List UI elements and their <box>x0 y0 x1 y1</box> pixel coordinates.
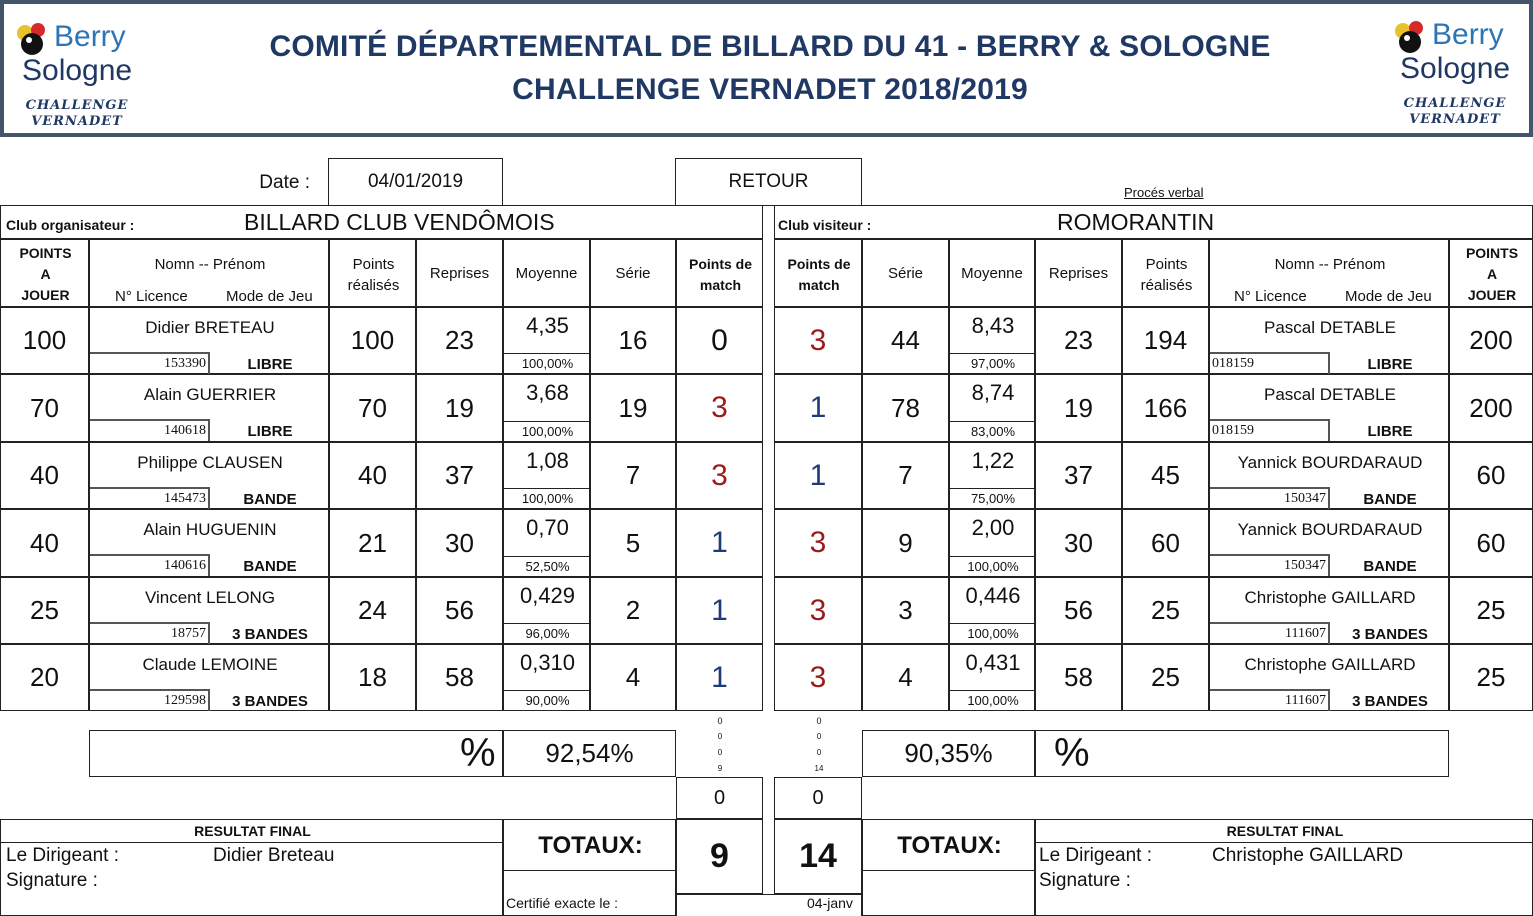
home-reprises: 23 <box>416 307 503 374</box>
home-moyenne-pct: 96,00% <box>504 623 591 644</box>
home-player-name: Alain GUERRIER <box>143 385 277 404</box>
away-points-a-jouer: 25 <box>1449 644 1533 711</box>
home-serie: 16 <box>590 307 676 374</box>
home-player-name: Didier BRETEAU <box>145 318 275 337</box>
home-serie: 7 <box>590 442 676 509</box>
away-points-realises: 194 <box>1122 307 1209 374</box>
away-serie: 78 <box>862 374 949 442</box>
away-serie: 3 <box>862 577 949 644</box>
home-points-a-jouer: 70 <box>0 374 89 442</box>
logo-berry-text: Berry <box>54 20 126 53</box>
home-moyenne-pct: 100,00% <box>504 353 591 374</box>
home-player-name: Vincent LELONG <box>144 588 276 607</box>
home-player-name: Philippe CLAUSEN <box>137 453 283 472</box>
away-tiny-col: 0 0 0 14 <box>814 716 824 773</box>
home-player-licence: 153390 <box>90 352 210 374</box>
away-points-realises: 25 <box>1122 577 1209 644</box>
home-dirigeant-label: Le Dirigeant : <box>6 845 120 866</box>
home-zero-box: 0 <box>676 777 763 819</box>
away-club-row <box>774 205 1533 239</box>
home-player-mode: LIBRE <box>247 356 293 373</box>
away-player-licence: 018159 <box>1210 352 1330 374</box>
home-serie: 4 <box>590 644 676 711</box>
away-points-a-jouer: 200 <box>1449 374 1533 442</box>
header-banner <box>0 0 1533 137</box>
home-moyenne: 0,429 <box>519 583 576 608</box>
logo-right <box>1390 12 1520 128</box>
away-player-name: Yannick BOURDARAUD <box>1237 520 1423 539</box>
away-points-match: 3 <box>774 577 862 644</box>
away-moyenne-cell <box>949 442 1035 509</box>
logo-sologne-text: Sologne <box>1400 52 1511 85</box>
away-serie: 44 <box>862 307 949 374</box>
away-header-nom: Nomn -- Prénom N° Licence Mode de Jeu <box>1209 239 1449 307</box>
away-header-serie: Série <box>862 239 949 307</box>
away-points-match: 1 <box>774 442 862 509</box>
away-player-cell <box>1209 307 1449 374</box>
date-label: Date : <box>259 172 310 193</box>
home-percent-total: 92,54% <box>503 730 676 777</box>
home-signature-label: Signature : <box>6 870 98 891</box>
home-header-paj: POINTS A JOUER <box>0 239 89 307</box>
home-percent-box <box>89 730 503 777</box>
away-club-label: Club visiteur : <box>778 217 872 233</box>
away-moyenne-pct: 97,00% <box>950 353 1036 374</box>
home-player-mode: 3 BANDES <box>232 626 308 643</box>
date-value: 04/01/2019 <box>328 158 503 206</box>
home-player-licence: 140618 <box>90 419 210 441</box>
home-points-match: 0 <box>676 307 763 374</box>
home-result-box <box>0 819 503 916</box>
page-subtitle: CHALLENGE VERNADET 2018/2019 <box>512 73 1028 106</box>
logo-left <box>12 14 142 130</box>
away-player-mode: LIBRE <box>1367 356 1413 373</box>
home-points-match: 3 <box>676 442 763 509</box>
home-points-realises: 100 <box>329 307 416 374</box>
away-player-cell <box>1209 374 1449 442</box>
away-points-realises: 60 <box>1122 509 1209 577</box>
away-header-pr: Points réalisés <box>1122 239 1209 307</box>
away-player-name: Pascal DETABLE <box>1264 385 1396 404</box>
home-player-mode: 3 BANDES <box>232 693 308 710</box>
away-moyenne: 1,22 <box>971 448 1015 473</box>
home-points-a-jouer: 100 <box>0 307 89 374</box>
home-points-match: 1 <box>676 644 763 711</box>
away-total: 14 <box>774 819 862 894</box>
home-player-cell <box>89 374 329 442</box>
away-reprises: 23 <box>1035 307 1122 374</box>
away-reprises: 56 <box>1035 577 1122 644</box>
away-club-name: ROMORANTIN <box>1057 209 1215 235</box>
home-points-match: 1 <box>676 577 763 644</box>
home-reprises: 30 <box>416 509 503 577</box>
home-points-a-jouer: 40 <box>0 509 89 577</box>
away-header-paj: POINTS A JOUER <box>1449 239 1533 307</box>
away-player-mode: BANDE <box>1363 491 1417 508</box>
home-moyenne-cell <box>503 374 590 442</box>
home-player-licence: 18757 <box>90 622 210 644</box>
away-player-mode: 3 BANDES <box>1352 626 1428 643</box>
away-player-name: Christophe GAILLARD <box>1244 655 1416 674</box>
home-header-pr: Points réalisés <box>329 239 416 307</box>
away-moyenne: 0,431 <box>965 650 1021 675</box>
away-moyenne-pct: 100,00% <box>950 623 1036 644</box>
away-points-realises: 45 <box>1122 442 1209 509</box>
away-points-a-jouer: 60 <box>1449 442 1533 509</box>
away-reprises: 58 <box>1035 644 1122 711</box>
away-moyenne-cell <box>949 577 1035 644</box>
away-percent-symbol: % <box>1054 731 1090 775</box>
home-moyenne: 0,310 <box>519 650 576 675</box>
away-reprises: 19 <box>1035 374 1122 442</box>
home-serie: 19 <box>590 374 676 442</box>
home-club-label: Club organisateur : <box>6 217 135 233</box>
home-points-realises: 21 <box>329 509 416 577</box>
away-points-realises: 25 <box>1122 644 1209 711</box>
home-player-licence: 140616 <box>90 554 210 576</box>
home-header-pm: Points de match <box>676 239 763 307</box>
away-totaux-box <box>862 819 1035 916</box>
certifie-label: Certifié exacte le : <box>506 895 619 911</box>
home-player-cell <box>89 577 329 644</box>
away-moyenne-cell <box>949 509 1035 577</box>
away-player-mode: BANDE <box>1363 558 1417 575</box>
home-moyenne: 4,35 <box>526 313 569 338</box>
home-tiny-col: 0 0 0 9 <box>717 716 723 773</box>
home-player-cell <box>89 307 329 374</box>
away-player-licence: 018159 <box>1210 419 1330 441</box>
home-header-reprises: Reprises <box>416 239 503 307</box>
home-player-cell <box>89 644 329 711</box>
logo-challenge-text: CHALLENGE <box>1403 96 1507 111</box>
home-points-match: 1 <box>676 509 763 577</box>
away-moyenne-pct: 100,00% <box>950 556 1036 577</box>
away-moyenne: 8,74 <box>971 380 1015 405</box>
away-points-match: 1 <box>774 374 862 442</box>
home-moyenne: 3,68 <box>526 380 569 405</box>
home-club-name: BILLARD CLUB VENDÔMOIS <box>244 209 555 235</box>
away-player-mode: 3 BANDES <box>1352 693 1428 710</box>
away-header-reprises: Reprises <box>1035 239 1122 307</box>
home-player-mode: LIBRE <box>247 423 293 440</box>
home-moyenne-cell <box>503 307 590 374</box>
away-player-licence: 111607 <box>1210 689 1330 711</box>
home-header-moyenne: Moyenne <box>503 239 590 307</box>
away-moyenne-pct: 83,00% <box>950 421 1036 442</box>
home-points-realises: 40 <box>329 442 416 509</box>
match-type: RETOUR <box>675 158 862 206</box>
home-player-cell <box>89 442 329 509</box>
home-player-mode: BANDE <box>243 491 297 508</box>
home-player-licence: 129598 <box>90 689 210 711</box>
away-player-licence: 150347 <box>1210 487 1330 509</box>
home-moyenne-cell <box>503 509 590 577</box>
away-moyenne: 8,43 <box>971 313 1015 338</box>
away-player-cell <box>1209 442 1449 509</box>
home-points-realises: 24 <box>329 577 416 644</box>
away-moyenne: 2,00 <box>971 515 1015 540</box>
certifie-date: 04-janv <box>807 895 853 911</box>
logo-vernadet-text: VERNADET <box>31 114 123 129</box>
home-points-a-jouer: 20 <box>0 644 89 711</box>
home-moyenne-pct: 100,00% <box>504 488 591 509</box>
page-title: COMITÉ DÉPARTEMENTAL DE BILLARD DU 41 - BERRY & SOLOGNE <box>269 30 1271 63</box>
home-points-a-jouer: 40 <box>0 442 89 509</box>
away-dirigeant-name: Christophe GAILLARD <box>1212 845 1404 866</box>
away-serie: 7 <box>862 442 949 509</box>
home-percent-symbol: % <box>460 731 496 775</box>
away-moyenne-cell <box>949 307 1035 374</box>
logo-berry-text: Berry <box>1432 18 1504 51</box>
home-player-cell <box>89 509 329 577</box>
home-total: 9 <box>676 819 763 894</box>
away-dirigeant-label: Le Dirigeant : <box>1039 845 1153 866</box>
proces-verbal-link[interactable]: Procés verbal <box>1124 185 1204 200</box>
home-moyenne-cell <box>503 577 590 644</box>
away-points-a-jouer: 25 <box>1449 577 1533 644</box>
home-points-match: 3 <box>676 374 763 442</box>
home-moyenne: 0,70 <box>526 515 569 540</box>
away-player-licence: 111607 <box>1210 622 1330 644</box>
away-player-name: Christophe GAILLARD <box>1244 588 1416 607</box>
away-player-name: Pascal DETABLE <box>1264 318 1396 337</box>
home-serie: 5 <box>590 509 676 577</box>
home-player-name: Alain HUGUENIN <box>143 520 277 539</box>
away-zero-box: 0 <box>774 777 862 819</box>
home-result-label: RESULTAT FINAL <box>194 823 311 839</box>
home-moyenne-cell <box>503 644 590 711</box>
logo-challenge-text: CHALLENGE <box>25 98 129 113</box>
away-player-cell <box>1209 577 1449 644</box>
home-club-row <box>0 205 763 239</box>
away-moyenne-pct: 75,00% <box>950 488 1036 509</box>
away-percent-total: 90,35% <box>862 730 1035 777</box>
away-header-moyenne: Moyenne <box>949 239 1035 307</box>
away-reprises: 37 <box>1035 442 1122 509</box>
away-serie: 9 <box>862 509 949 577</box>
away-points-match: 3 <box>774 307 862 374</box>
home-moyenne-pct: 90,00% <box>504 690 591 711</box>
away-moyenne-cell <box>949 374 1035 442</box>
away-player-cell <box>1209 509 1449 577</box>
away-player-mode: LIBRE <box>1367 423 1413 440</box>
home-points-realises: 70 <box>329 374 416 442</box>
home-moyenne: 1,08 <box>526 448 569 473</box>
home-reprises: 58 <box>416 644 503 711</box>
away-moyenne: 0,446 <box>965 583 1021 608</box>
away-points-a-jouer: 60 <box>1449 509 1533 577</box>
away-points-realises: 166 <box>1122 374 1209 442</box>
home-header-nom: Nomn -- Prénom N° Licence Mode de Jeu <box>89 239 329 307</box>
away-percent-box <box>1035 730 1449 777</box>
away-player-licence: 150347 <box>1210 554 1330 576</box>
away-moyenne-cell <box>949 644 1035 711</box>
away-moyenne-pct: 100,00% <box>950 690 1036 711</box>
home-moyenne-pct: 100,00% <box>504 421 591 442</box>
away-header-pm: Points de match <box>774 239 862 307</box>
away-result-box <box>1035 819 1533 916</box>
home-reprises: 37 <box>416 442 503 509</box>
logo-vernadet-text: VERNADET <box>1409 112 1501 127</box>
away-totaux-label: TOTAUX: <box>897 832 1002 859</box>
away-player-name: Yannick BOURDARAUD <box>1237 453 1423 472</box>
home-player-licence: 145473 <box>90 487 210 509</box>
away-points-match: 3 <box>774 509 862 577</box>
away-result-label: RESULTAT FINAL <box>1226 823 1344 839</box>
home-reprises: 19 <box>416 374 503 442</box>
logo-sologne-text: Sologne <box>22 54 133 87</box>
away-reprises: 30 <box>1035 509 1122 577</box>
home-serie: 2 <box>590 577 676 644</box>
home-totaux-label: TOTAUX: <box>538 832 643 859</box>
home-points-a-jouer: 25 <box>0 577 89 644</box>
away-points-a-jouer: 200 <box>1449 307 1533 374</box>
away-serie: 4 <box>862 644 949 711</box>
home-player-name: Claude LEMOINE <box>142 655 278 674</box>
home-dirigeant-name: Didier Breteau <box>213 845 335 866</box>
away-signature-label: Signature : <box>1039 870 1131 891</box>
home-reprises: 56 <box>416 577 503 644</box>
home-moyenne-pct: 52,50% <box>504 556 591 577</box>
away-points-match: 3 <box>774 644 862 711</box>
home-points-realises: 18 <box>329 644 416 711</box>
away-player-cell <box>1209 644 1449 711</box>
home-moyenne-cell <box>503 442 590 509</box>
home-player-mode: BANDE <box>243 558 297 575</box>
home-header-serie: Série <box>590 239 676 307</box>
home-totaux-box <box>503 819 676 916</box>
